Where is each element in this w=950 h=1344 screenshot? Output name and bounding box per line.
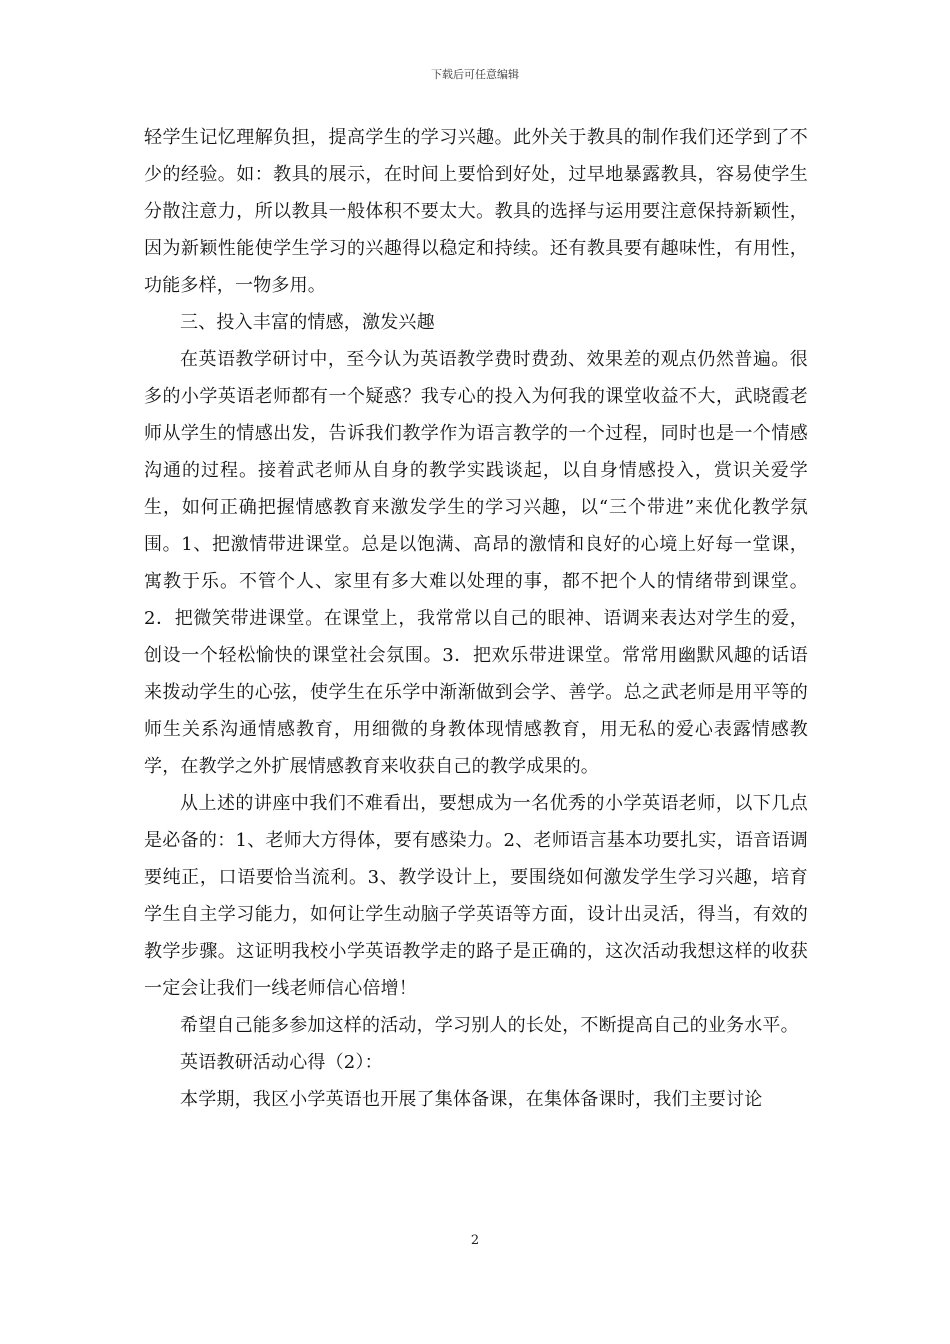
paragraph: 从上述的讲座中我们不难看出，要想成为一名优秀的小学英语老师，以下几点是必备的：1、老师大方得体，要有感染力。2、老师语言基本功要扎实，语音语调要纯正，口语要恰当流利。3、教学设计上，要围绕如何激发学生学习兴趣，培育学生自主学习能力，如何让学生动脑子学英语等方面，设计出灵活，得当，有效的教学步骤。这证明我校小学英语教学走的路子是正确的，这次活动我想这样的收获一定会让我们一线老师信心倍增！ [144,793,808,999]
paragraph: 在英语教学研讨中，至今认为英语教学费时费劲、效果差的观点仍然普遍。很多的小学英语老师都有一个疑惑？我专心的投入为何我的课堂收益不大，武晓霞老师从学生的情感出发，告诉我们教学作为语言教学的一个过程，同时也是一个情感沟通的过程。接着武老师从自身的教学实践谈起，以自身情感投入，赏识关爱学生，如何正确把握情感教育来激发学生的学习兴趣，以“三个带进”来优化教学氛围。1、把激情带进课堂。总是以饱满、高昂的激情和良好的心境上好每一堂课，寓教于乐。不管个人、家里有多大难以处理的事，都不把个人的情绪带到课堂。2．把微笑带进课堂。在课堂上，我常常以自己的眼神、语调来表达对学生的爱，创设一个轻松愉快的课堂社会氛围。3．把欢乐带进课堂。常常用幽默风趣的话语来拨动学生的心弦，使学生在乐学中渐渐做到会学、善学。总之武老师是用平等的师生关系沟通情感教育，用细微的身教体现情感教育，用无私的爱心表露情感教学，在教学之外扩展情感教育来收获自己的教学成果的。 [144,349,808,777]
paragraph: 本学期，我区小学英语也开展了集体备课，在集体备课时，我们主要讨论 [180,1089,763,1110]
page-number: 2 [470,1233,480,1248]
page-header: 下载后可任意编辑 [431,68,519,81]
article-subtitle: 英语教研活动心得（2）： [180,1052,383,1073]
document-body [144,119,808,1118]
section-heading: 三、投入丰富的情感，激发兴趣 [180,312,435,333]
paragraph: 希望自己能多参加这样的活动，学习别人的长处，不断提高自己的业务水平。 [180,1015,799,1036]
paragraph-continuation: 轻学生记忆理解负担，提高学生的学习兴趣。此外关于教具的制作我们还学到了不少的经验。如：教具的展示，在时间上要恰到好处，过早地暴露教具，容易使学生分散注意力，所以教具一般体积不要太大。教具的选择与运用要注意保持新颖性，因为新颖性能使学生学习的兴趣得以稳定和持续。还有教具要有趣味性，有用性，功能多样，一物多用。 [144,127,808,296]
